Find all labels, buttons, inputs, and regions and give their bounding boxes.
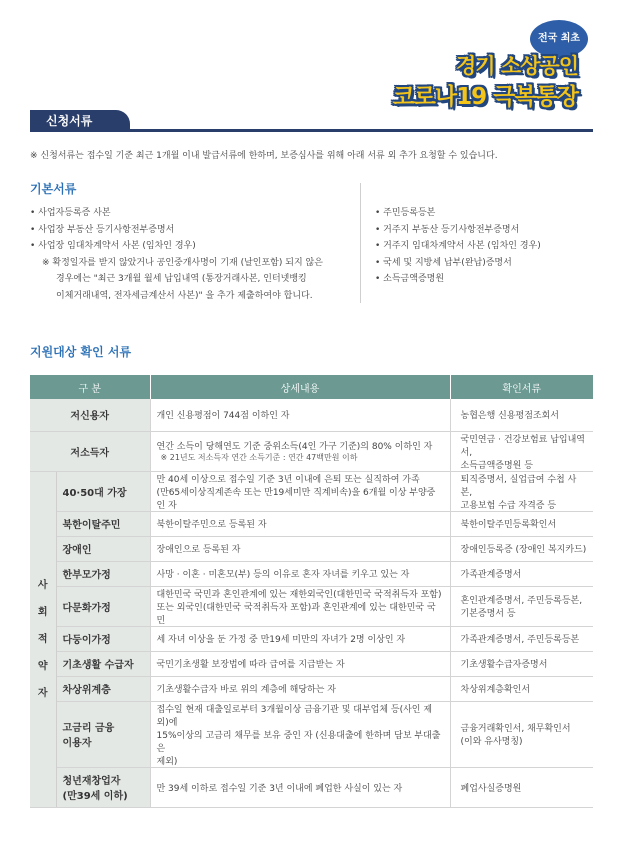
list-item: • 사업장 부동산 등기사항전부증명서 [30,222,350,239]
row-category: 다문화가정 [56,586,150,626]
list-item: • 거주지 부동산 등기사항전부증명서 [375,222,605,239]
row-docs: 폐업사실증명원 [450,767,593,807]
header-docs: 확인서류 [450,375,593,399]
row-category: 기초생활 수급자 [56,651,150,676]
income-criteria-note: ※ 21년도 저소득자 연간 소득기준 : 연간 47백만원 이하 [160,453,358,462]
row-detail: 만 40세 이상으로 접수일 기준 3년 이내에 은퇴 또는 실직하여 가족 (만65세이상직계존속 또는 만19세미만 직계비속)을 6개월 이상 부양중인 자 [150,471,450,511]
row-detail: 사망 · 이혼 · 미혼모(부) 등의 이유로 혼자 자녀를 키우고 있는 자 [150,561,450,586]
table-row [30,701,593,767]
row-docs: 기초생활수급자증명서 [450,651,593,676]
table-row [30,431,593,471]
list-item: • 국세 및 지방세 납부(완납)증명서 [375,255,605,272]
support-docs-title: 지원대상 확인 서류 [30,345,132,359]
column-divider [360,183,361,303]
table-row [30,471,593,511]
table-row [30,767,593,807]
brand-logo [360,20,600,115]
brand-title-line2: 코로나19 극복통장 [392,84,578,110]
list-item: • 주민등록등본 [375,205,605,222]
table-row [30,651,593,676]
nationwide-first-badge: 전국 최초 [530,20,588,58]
row-category: 한부모가정 [56,561,150,586]
table-row [30,586,593,626]
row-detail: 대한민국 국민과 혼인관계에 있는 재한외국인(대한민국 국적취득자 포함) 또는 외국인(대한민국 국적취득자 포함)과 혼인관계에 있는 대한민국 국민 [150,586,450,626]
table-row [30,536,593,561]
row-detail: 세 자녀 이상을 둔 가정 중 만19세 미만의 자녀가 2명 이상인 자 [150,626,450,651]
row-docs: 농협은행 신용평점조회서 [450,399,593,431]
row-detail: 접수일 현재 대출일로부터 3개월이상 금융기관 및 대부업체 등(사인 제외)에 15%이상의 고금리 채무를 보유 중인 자 (신용대출에 한하며 담보 부대출은 제외) [150,701,450,767]
row-detail: 개인 신용평점이 744점 이하인 자 [150,399,450,431]
row-docs: 국민연금 · 건강보험료 납입내역서, 소득금액증명원 등 [450,431,593,471]
row-category: 저소득자 [30,431,150,471]
row-category: 다둥이가정 [56,626,150,651]
row-detail: 기초생활수급자 바로 위의 계층에 해당하는 자 [150,676,450,701]
note-line: 경우에는 "최근 3개월 월세 납입내역 (통장거래사본, 인터넷뱅킹 [56,274,307,284]
row-docs: 차상위계층확인서 [450,676,593,701]
row-docs: 혼인관계증명서, 주민등록등본, 기본증명서 등 [450,586,593,626]
notice-text: ※ 신청서류는 접수일 기준 최근 1개월 이내 발급서류에 한하며, 보증심사를 위해 아래 서류 외 추가 요청할 수 있습니다. [30,151,498,161]
basic-docs-left-list [30,205,350,304]
table-row [30,626,593,651]
list-item: • 사업자등록증 사본 [30,205,350,222]
row-category: 차상위계층 [56,676,150,701]
table-row [30,676,593,701]
row-docs: 가족관계증명서 [450,561,593,586]
list-item: • 사업장 임대차계약서 사본 (임차인 경우) [30,238,350,255]
basic-docs-title: 기본서류 [30,182,77,196]
row-docs: 북한이탈주민등록확인서 [450,511,593,536]
section-header [30,110,593,132]
table-row [30,511,593,536]
header-detail: 상세내용 [150,375,450,399]
row-category: 저신용자 [30,399,150,431]
row-category: 청년재창업자 (만39세 이하) [56,767,150,807]
row-category: 북한이탈주민 [56,511,150,536]
row-docs: 퇴직증명서, 실업급여 수첩 사본, 고용보험 수급 자격증 등 [450,471,593,511]
row-category: 고금리 금융 이용자 [56,701,150,767]
note-line: ※ 확정일자를 받지 않았거나 공인중개사명이 기재 (날인포함) 되지 않은 [42,257,323,268]
list-item: • 거주지 임대차계약서 사본 (임차인 경우) [375,238,605,255]
row-detail: 국민기초생활 보장법에 따라 급여를 지급받는 자 [150,651,450,676]
row-docs: 금융거래확인서, 채무확인서 (이와 유사명칭) [450,701,593,767]
row-category: 장애인 [56,536,150,561]
row-docs: 가족관계증명서, 주민등록등본 [450,626,593,651]
row-detail: 장애인으로 등록된 자 [150,536,450,561]
row-detail: 연간 소득이 당해연도 기준 중위소득(4인 가구 기준)의 80% 이하인 자 ※ 21년도 저소득자 연간 소득기준 : 연간 47백만원 이하 [150,431,450,471]
table-row [30,399,593,431]
brand-title-line1: 경기 소상공인 [455,54,578,78]
support-docs-table [30,375,593,808]
row-detail: 북한이탈주민으로 등록된 자 [150,511,450,536]
row-docs: 장애인등록증 (장애인 복지카드) [450,536,593,561]
table-row [30,561,593,586]
note-line: 이체거래내역, 전자세금계산서 사본)" 을 추가 제출하여야 합니다. [56,290,313,301]
row-detail: 만 39세 이하로 접수일 기준 3년 이내에 폐업한 사실이 있는 자 [150,767,450,807]
lease-note [30,255,350,305]
row-category: 40·50대 가장 [56,471,150,511]
list-item: • 소득금액증명원 [375,271,605,288]
table-header-row [30,375,593,399]
section-tab: 신청서류 [30,110,130,132]
basic-docs-right-list [375,205,605,288]
header-category: 구 분 [30,375,150,399]
social-vulnerable-group-label: 사 회 적 약 자 [30,471,56,807]
